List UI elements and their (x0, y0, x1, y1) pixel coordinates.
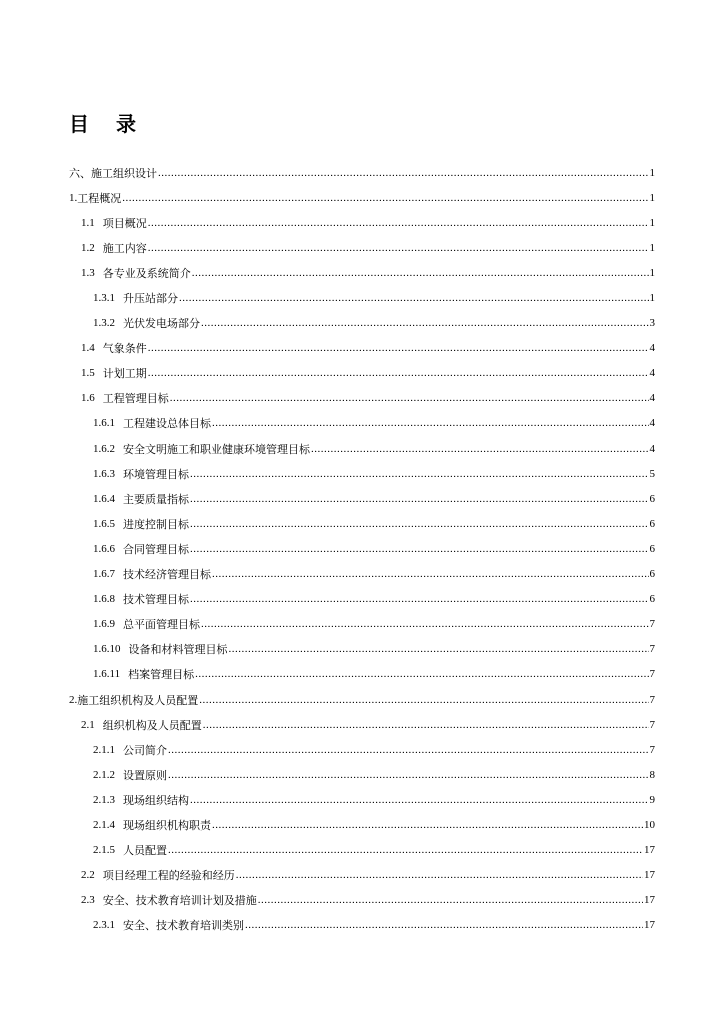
toc-entry-title: 设备和材料管理目标 (128, 643, 228, 657)
toc-entry-title: 施工组织机构及人员配置 (77, 693, 199, 707)
toc-entry-number: 2. (69, 693, 78, 706)
toc-entry-page-number: 17 (644, 869, 655, 882)
toc-entry[interactable] (69, 235, 655, 260)
toc-entry[interactable] (69, 311, 655, 336)
toc-entry[interactable] (69, 260, 655, 285)
toc-entry-page-number: 7 (649, 718, 655, 731)
toc-dot-leader (190, 468, 649, 480)
toc-entry[interactable] (69, 386, 655, 411)
toc-dot-leader (201, 317, 649, 329)
toc-entry[interactable] (69, 511, 655, 536)
toc-dot-leader (258, 894, 643, 906)
toc-entry-page-number: 17 (644, 844, 655, 857)
toc-entry-title: 安全、技术教育培训类别 (123, 919, 244, 933)
toc-entry-number: 1.3.2 (93, 317, 115, 330)
toc-dot-leader (199, 694, 648, 706)
toc-dot-leader (229, 643, 649, 655)
toc-dot-leader (122, 192, 648, 204)
toc-entry-number: 1.3.1 (93, 292, 115, 305)
toc-entry[interactable] (69, 838, 655, 863)
toc-entry-page-number: 7 (649, 743, 655, 756)
toc-entry[interactable] (69, 637, 655, 662)
toc-entry-number: 2.3.1 (93, 919, 115, 932)
toc-entry-title: 进度控制目标 (123, 517, 189, 531)
toc-entry-number: 2.1.3 (93, 793, 115, 806)
toc-entry[interactable] (69, 436, 655, 461)
toc-entry-page-number: 5 (649, 467, 655, 480)
toc-entry-title: 光伏发电场部分 (123, 317, 200, 331)
toc-entry-page-number: 4 (649, 392, 655, 405)
toc-entry-title: 安全文明施工和职业健康环境管理目标 (123, 442, 310, 456)
toc-dot-leader (190, 593, 649, 605)
toc-entry-title: 技术管理目标 (123, 593, 189, 607)
toc-entry-number: 1.6.7 (93, 568, 115, 581)
toc-entry[interactable] (69, 913, 655, 938)
toc-entry[interactable] (69, 361, 655, 386)
toc-entry[interactable] (69, 888, 655, 913)
toc-dot-leader (190, 518, 649, 530)
toc-entry-page-number: 9 (649, 793, 655, 806)
toc-dot-leader (245, 919, 643, 931)
toc-entry-title: 设置原则 (123, 768, 167, 782)
toc-entry-number: 1.6 (81, 392, 95, 405)
toc-dot-leader (203, 719, 649, 731)
toc-dot-leader (195, 668, 648, 680)
toc-entry-title: 项目经理工程的经验和经历 (102, 869, 235, 883)
toc-entry-title: 环境管理目标 (123, 467, 189, 481)
toc-entry-page-number: 10 (644, 818, 655, 831)
toc-entry-title: 工程概况 (77, 191, 122, 205)
toc-entry-number: 1.4 (81, 342, 95, 355)
toc-entry-page-number: 17 (644, 894, 655, 907)
toc-dot-leader (311, 443, 649, 455)
toc-entry-title: 主要质量指标 (123, 492, 189, 506)
toc-entry-page-number: 7 (649, 618, 655, 631)
toc-entry-title: 档案管理目标 (128, 668, 195, 682)
toc-entry-title: 现场组织机构职责 (123, 818, 211, 832)
toc-entry-number: 1.1 (81, 216, 95, 229)
toc-entry-number: 2.1.5 (93, 844, 115, 857)
toc-entry-title: 升压站部分 (123, 292, 178, 306)
toc-entry-number: 2.1.1 (93, 743, 115, 756)
toc-entry[interactable] (69, 210, 655, 235)
toc-entry[interactable] (69, 812, 655, 837)
toc-dot-leader (168, 844, 643, 856)
toc-dot-leader (190, 794, 649, 806)
toc-entry-title: 安全、技术教育培训计划及措施 (102, 894, 257, 908)
toc-entry-page-number: 1 (649, 216, 655, 229)
toc-dot-leader (168, 744, 649, 756)
toc-entry-page-number: 7 (649, 693, 655, 706)
toc-entry-title: 组织机构及人员配置 (102, 718, 202, 732)
table-of-contents (69, 160, 655, 938)
toc-dot-leader (148, 242, 649, 254)
toc-dot-leader (192, 267, 649, 279)
toc-entry-number: 2.1.4 (93, 818, 115, 831)
toc-entry-title: 公司简介 (123, 743, 167, 757)
toc-entry-title: 施工内容 (102, 241, 147, 255)
toc-entry-title: 工程建设总体目标 (123, 417, 211, 431)
toc-entry[interactable] (69, 486, 655, 511)
toc-entry[interactable] (69, 787, 655, 812)
toc-entry-page-number: 1 (649, 241, 655, 254)
toc-dot-leader (212, 417, 649, 429)
toc-entry-title: 总平面管理目标 (123, 618, 200, 632)
toc-entry-number: 1.6.10 (93, 643, 121, 656)
toc-entry-number: 1. (69, 191, 78, 204)
toc-entry-page-number: 4 (649, 442, 655, 455)
toc-entry-title: 项目概况 (102, 216, 147, 230)
toc-entry-title: 合同管理目标 (123, 542, 189, 556)
toc-entry[interactable] (69, 762, 655, 787)
toc-entry-number: 1.3 (81, 266, 95, 279)
toc-entry-title: 人员配置 (123, 844, 167, 858)
toc-dot-leader (190, 493, 649, 505)
toc-entry-title: 气象条件 (102, 342, 147, 356)
toc-entry-title: 现场组织结构 (123, 793, 189, 807)
toc-entry-number: 2.1.2 (93, 768, 115, 781)
toc-entry[interactable] (69, 562, 655, 587)
toc-entry[interactable] (69, 536, 655, 561)
toc-entry[interactable] (69, 285, 655, 310)
toc-entry-number: 1.6.2 (93, 442, 115, 455)
toc-dot-leader (212, 568, 649, 580)
toc-entry[interactable] (69, 336, 655, 361)
toc-entry-title: 技术经济管理目标 (123, 568, 211, 582)
toc-entry-page-number: 6 (649, 593, 655, 606)
toc-entry[interactable] (69, 737, 655, 762)
toc-entry-page-number: 6 (649, 568, 655, 581)
toc-title: 目 录 (69, 112, 146, 136)
toc-entry-page-number: 7 (649, 668, 655, 681)
toc-entry[interactable] (69, 687, 655, 712)
toc-entry-page-number: 8 (649, 768, 655, 781)
toc-dot-leader (179, 292, 649, 304)
toc-entry-page-number: 3 (649, 317, 655, 330)
toc-entry-page-number: 6 (649, 517, 655, 530)
toc-entry[interactable] (69, 863, 655, 888)
toc-entry[interactable] (69, 662, 655, 687)
toc-entry-title: 六、施工组织设计 (69, 166, 157, 180)
toc-entry[interactable] (69, 712, 655, 737)
toc-entry-number: 1.6.9 (93, 618, 115, 631)
toc-entry-page-number: 1 (649, 266, 655, 279)
toc-entry-page-number: 4 (649, 342, 655, 355)
toc-entry[interactable] (69, 160, 655, 185)
toc-entry-number: 2.1 (81, 718, 95, 731)
toc-entry-number: 1.2 (81, 241, 95, 254)
toc-entry-page-number: 1 (649, 191, 655, 204)
toc-dot-leader (148, 217, 649, 229)
toc-entry-page-number: 6 (649, 492, 655, 505)
toc-entry-number: 1.6.3 (93, 467, 115, 480)
toc-entry[interactable] (69, 612, 655, 637)
toc-entry-page-number: 7 (649, 643, 655, 656)
toc-entry-number: 1.6.1 (93, 417, 115, 430)
toc-entry-page-number: 4 (649, 417, 655, 430)
toc-dot-leader (212, 819, 643, 831)
toc-entry-number: 1.6.6 (93, 542, 115, 555)
toc-entry-number: 1.6.4 (93, 492, 115, 505)
toc-dot-leader (190, 543, 649, 555)
toc-dot-leader (158, 167, 649, 179)
toc-entry[interactable] (69, 185, 655, 210)
toc-entry-number: 1.6.11 (93, 668, 121, 681)
toc-entry-number: 2.3 (81, 894, 95, 907)
toc-entry[interactable] (69, 411, 655, 436)
toc-dot-leader (148, 367, 649, 379)
toc-entry-page-number: 1 (649, 292, 655, 305)
toc-dot-leader (201, 618, 649, 630)
toc-entry-title: 计划工期 (102, 367, 147, 381)
toc-dot-leader (168, 769, 649, 781)
toc-entry-page-number: 6 (649, 542, 655, 555)
toc-entry-number: 1.6.8 (93, 593, 115, 606)
toc-entry-number: 1.6.5 (93, 517, 115, 530)
toc-dot-leader (236, 869, 643, 881)
toc-entry-page-number: 1 (649, 166, 655, 179)
toc-entry-number: 2.2 (81, 869, 95, 882)
toc-entry[interactable] (69, 461, 655, 486)
toc-entry-title: 各专业及系统简介 (102, 266, 191, 280)
toc-entry-page-number: 4 (649, 367, 655, 380)
toc-entry[interactable] (69, 587, 655, 612)
toc-dot-leader (170, 392, 649, 404)
toc-entry-title: 工程管理目标 (102, 392, 169, 406)
toc-entry-page-number: 17 (644, 919, 655, 932)
toc-dot-leader (148, 342, 649, 354)
toc-entry-number: 1.5 (81, 367, 95, 380)
